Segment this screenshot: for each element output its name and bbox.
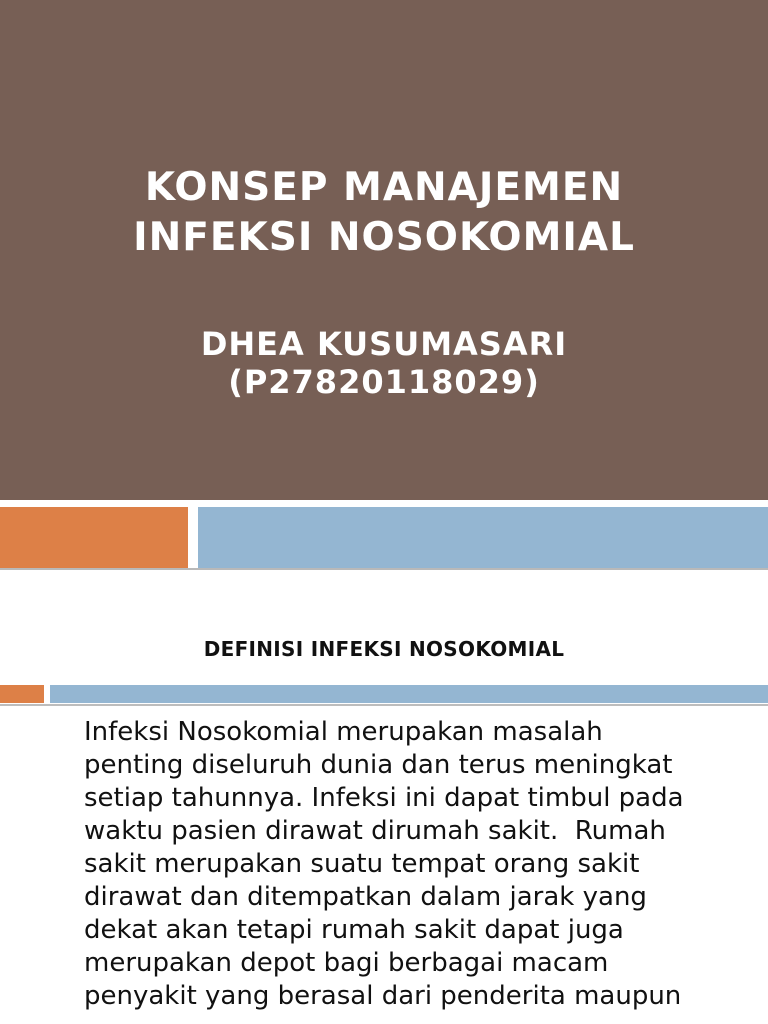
blue-accent-bar — [198, 507, 768, 568]
body-line: penting diseluruh dunia dan terus meningkat — [84, 750, 673, 780]
blue-accent-strip — [50, 685, 768, 703]
heading-divider — [0, 704, 768, 706]
body-paragraph — [84, 716, 744, 1013]
slide-subtitle — [0, 325, 768, 401]
body-line: dirawat dan ditempatkan dalam jarak yang — [84, 882, 647, 912]
slide-title-line-2: INFEKSI NOSOKOMIAL — [133, 215, 635, 260]
slide-title — [0, 163, 768, 263]
author-name: DHEA KUSUMASARI — [200, 325, 568, 363]
body-line: waktu pasien dirawat dirumah sakit. Rumah — [84, 816, 666, 846]
body-line: merupakan depot bagi berbagai macam — [84, 948, 609, 978]
body-line: dekat akan tetapi rumah sakit dapat juga — [84, 915, 624, 945]
orange-accent-strip — [0, 685, 44, 703]
body-line: setiap tahunnya. Infeksi ini dapat timbul pada — [84, 783, 684, 813]
section-heading: DEFINISI INFEKSI NOSOKOMIAL — [203, 637, 565, 661]
body-line: penyakit yang berasal dari penderita maupun — [84, 981, 682, 1011]
body-line: Infeksi Nosokomial merupakan masalah — [84, 717, 603, 747]
body-line: sakit merupakan suatu tempat orang sakit — [84, 849, 640, 879]
student-id: (P27820118029) — [228, 363, 540, 401]
slide-divider — [0, 568, 768, 570]
slide-title-line-1: KONSEP MANAJEMEN — [144, 165, 624, 210]
orange-accent-bar — [0, 507, 188, 568]
